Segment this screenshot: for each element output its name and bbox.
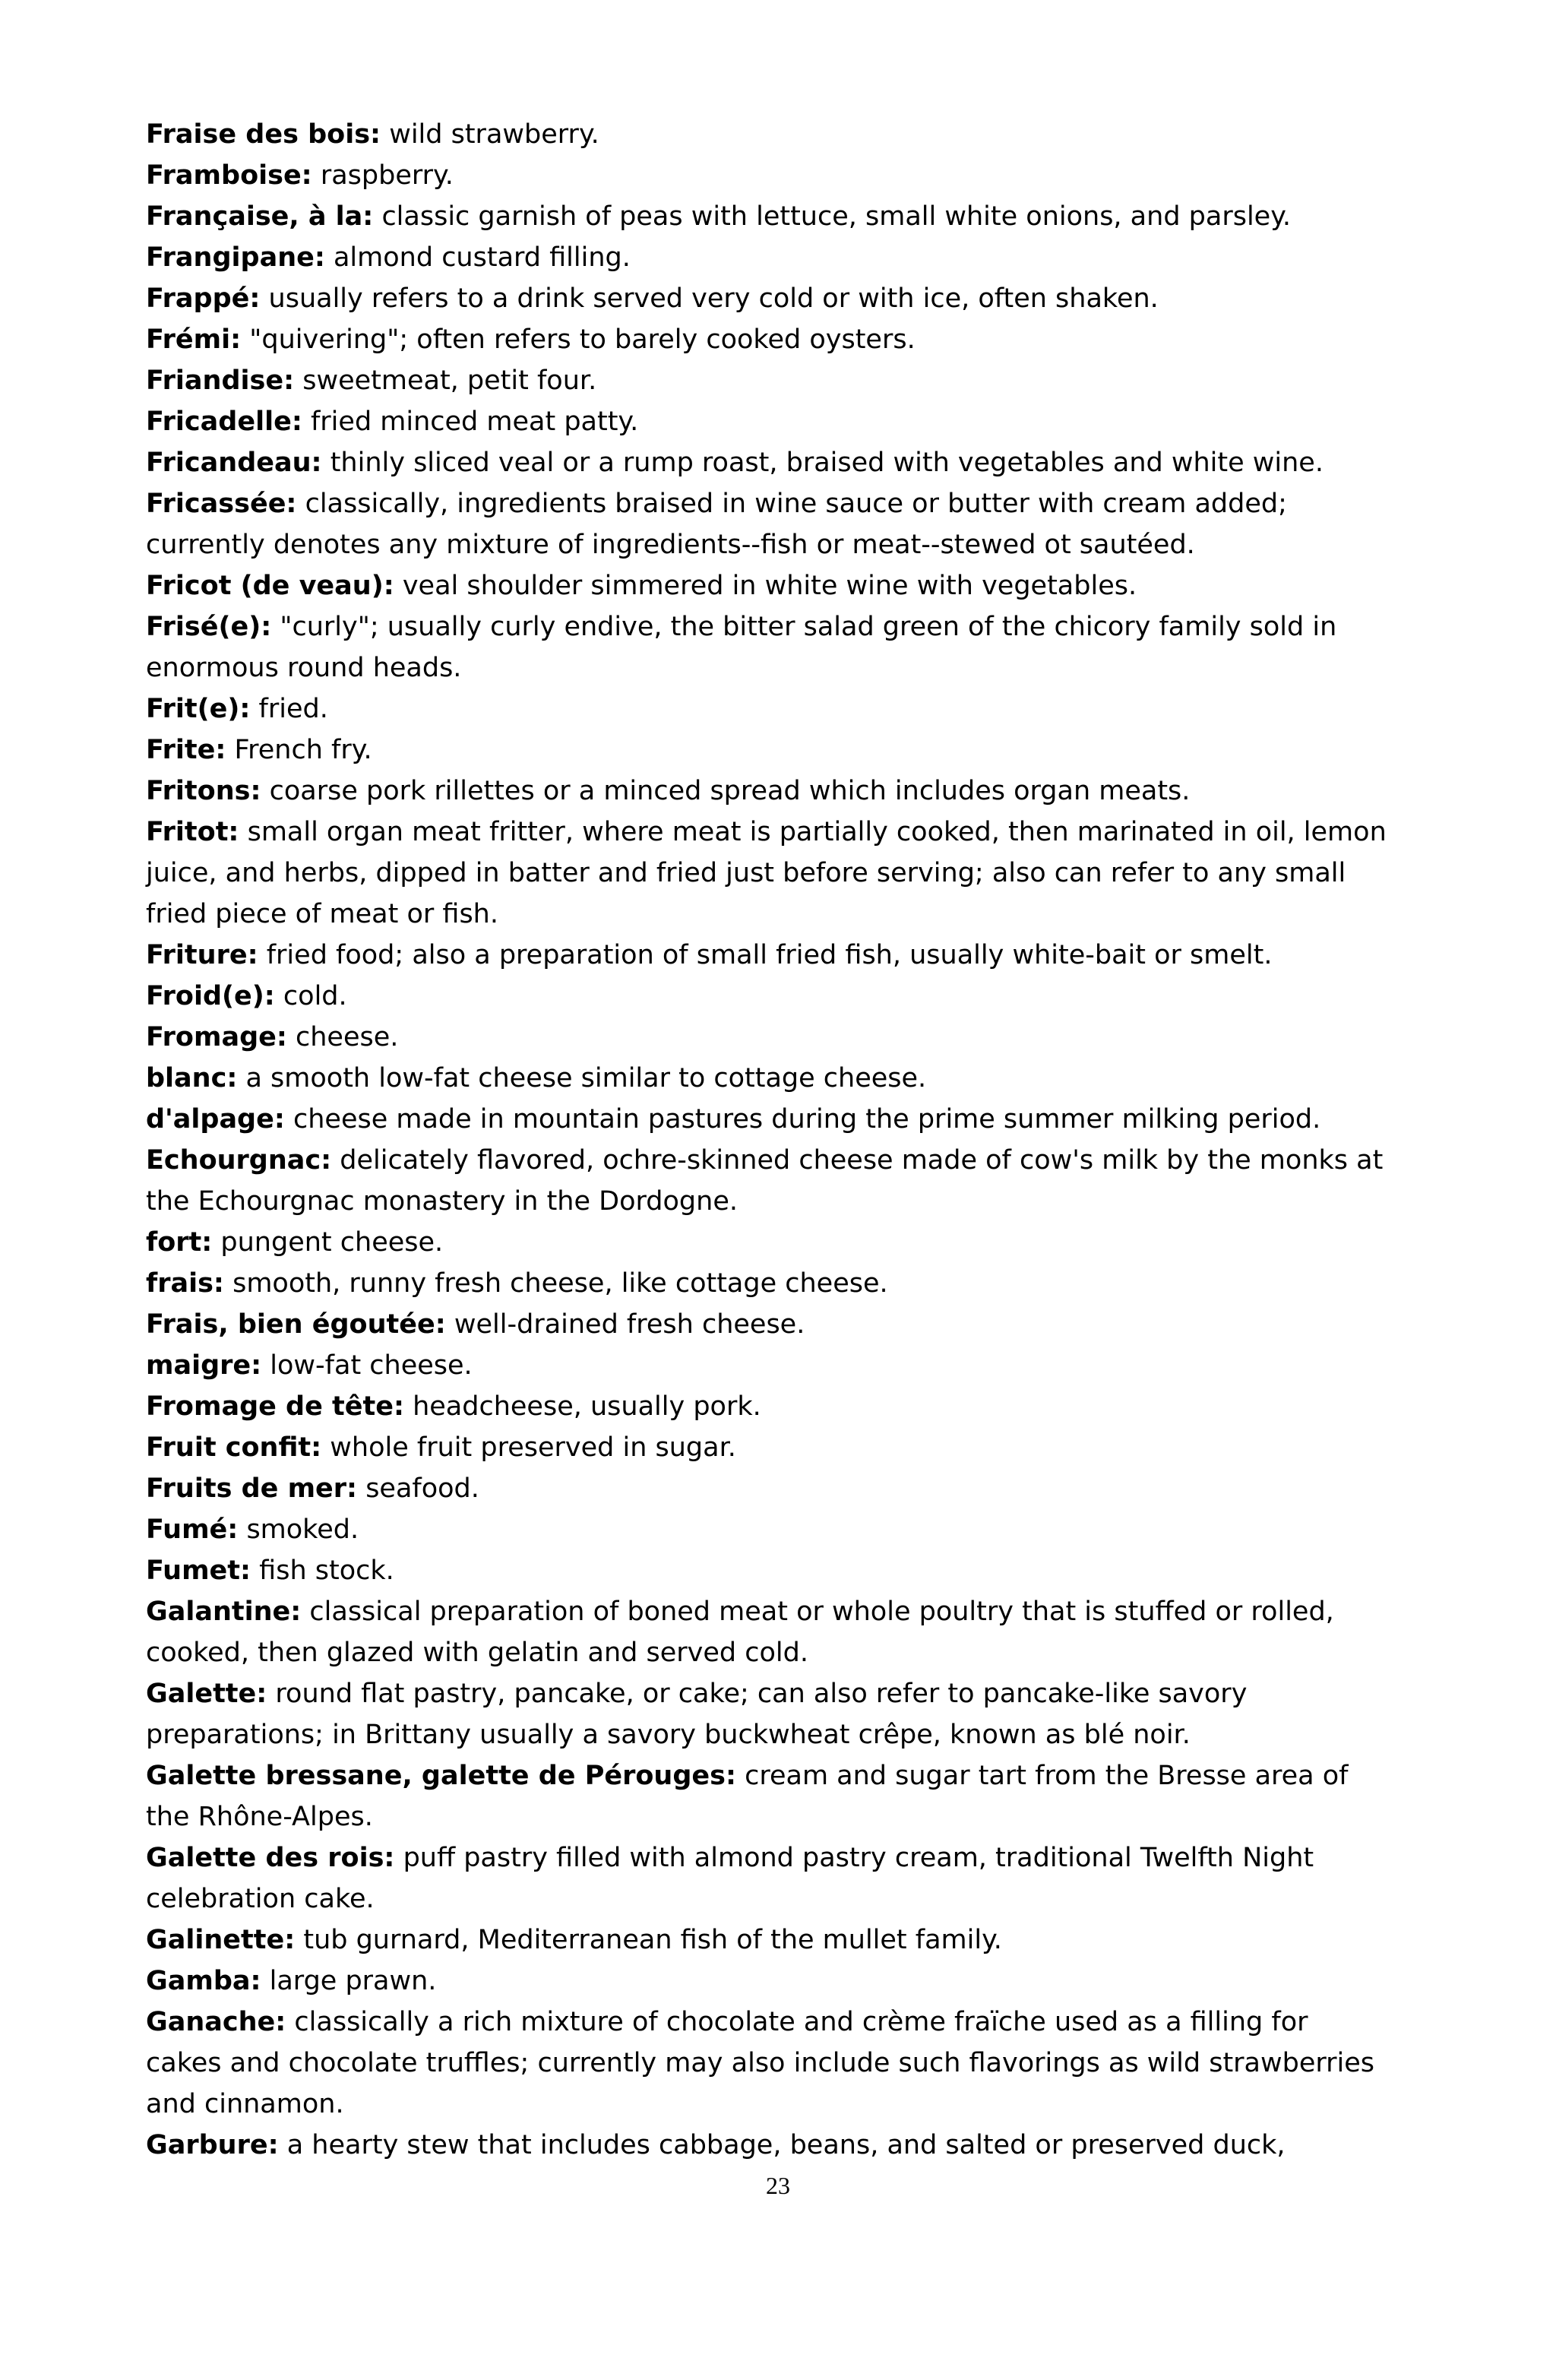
entry-term: frais: [146, 1268, 224, 1299]
glossary-entry [146, 771, 1392, 812]
entry-term: Fumet: [146, 1556, 251, 1586]
glossary-entry [146, 1673, 1392, 1755]
entry-definition: "quivering"; often refers to barely cooked oysters. [249, 324, 916, 355]
glossary-entry [146, 483, 1392, 565]
glossary-entry [146, 1017, 1392, 1058]
entry-definition: classically a rich mixture of chocolate and crème fraïche used as a filling for cakes and chocolate truffles; currently may also include such flavorings as wild strawberries and cinnamon. [146, 2007, 1375, 2119]
glossary-entry [146, 2002, 1392, 2125]
entry-definition: classic garnish of peas with lettuce, small white onions, and parsley. [381, 201, 1292, 232]
glossary-entry [146, 1837, 1392, 1920]
entry-definition: almond custard filling. [333, 242, 631, 273]
entry-definition: headcheese, usually pork. [413, 1391, 761, 1422]
entry-term: d'alpage: [146, 1104, 285, 1135]
entry-term: Fricot (de veau): [146, 571, 394, 601]
page-number: 23 [766, 2172, 790, 2199]
glossary-entry [146, 114, 1392, 155]
entry-definition: "curly"; usually curly endive, the bitter salad green of the chicory family sold in enormous round heads. [146, 612, 1337, 683]
entry-term: maigre: [146, 1350, 262, 1381]
entry-term: Gamba: [146, 1966, 261, 1996]
entry-definition: cold. [283, 981, 347, 1011]
entry-term: Fromage de tête: [146, 1391, 404, 1422]
entry-term: Fraise des bois: [146, 119, 381, 150]
entry-term: Froid(e): [146, 981, 275, 1011]
entry-definition: cheese. [296, 1022, 399, 1052]
glossary-entry [146, 1140, 1392, 1222]
entry-term: Friandise: [146, 366, 295, 396]
entry-term: Fruits de mer: [146, 1473, 358, 1504]
entry-term: Frit(e): [146, 694, 251, 724]
glossary-entry [146, 1345, 1392, 1386]
glossary-entry [146, 1509, 1392, 1550]
glossary-entry [146, 730, 1392, 771]
entry-term: Galette: [146, 1679, 267, 1709]
entry-term: Galantine: [146, 1597, 302, 1627]
entry-definition: puff pastry filled with almond pastry cream, traditional Twelfth Night celebration cake. [146, 1843, 1314, 1914]
entry-term: Galette bressane, galette de Pérouges: [146, 1761, 736, 1791]
entry-definition: thinly sliced veal or a rump roast, braised with vegetables and white wine. [330, 448, 1324, 478]
entry-term: Fricandeau: [146, 448, 322, 478]
entry-definition: raspberry. [320, 160, 454, 191]
glossary-entry [146, 1755, 1392, 1837]
entry-definition: a hearty stew that includes cabbage, beans, and salted or preserved duck, [286, 2130, 1286, 2160]
glossary-entry [146, 1961, 1392, 2002]
entry-definition: seafood. [365, 1473, 479, 1504]
entry-definition: whole fruit preserved in sugar. [330, 1432, 736, 1463]
entry-term: Fromage: [146, 1022, 287, 1052]
entry-definition: small organ meat fritter, where meat is partially cooked, then marinated in oil, lemon juice, and herbs, dipped in batter and fried just before serving; also can refer to any small fried piece of meat or fish. [146, 817, 1387, 929]
entry-term: Ganache: [146, 2007, 286, 2037]
glossary-list [146, 114, 1392, 2166]
entry-term: Frangipane: [146, 242, 325, 273]
entry-term: fort: [146, 1227, 213, 1258]
glossary-entry [146, 606, 1392, 688]
entry-definition: classically, ingredients braised in wine sauce or butter with cream added; currently denotes any mixture of ingredients--fish or meat--stewed ot sautéed. [146, 489, 1287, 560]
entry-term: Echourgnac: [146, 1145, 332, 1176]
glossary-entry [146, 812, 1392, 935]
entry-definition: smoked. [246, 1514, 359, 1545]
entry-definition: classical preparation of boned meat or whole poultry that is stuffed or rolled, cooked, then glazed with gelatin and served cold. [146, 1597, 1334, 1668]
entry-term: Frite: [146, 735, 226, 765]
glossary-entry [146, 688, 1392, 730]
entry-definition: cream and sugar tart from the Bresse area of the Rhône-Alpes. [146, 1761, 1349, 1832]
entry-term: Frais, bien égoutée: [146, 1309, 446, 1340]
glossary-entry [146, 1263, 1392, 1304]
entry-term: Galette des rois: [146, 1843, 395, 1873]
entry-term: Frémi: [146, 324, 242, 355]
entry-definition: French fry. [234, 735, 372, 765]
glossary-entry [146, 1058, 1392, 1099]
glossary-entry [146, 935, 1392, 976]
entry-definition: well-drained fresh cheese. [454, 1309, 805, 1340]
glossary-entry [146, 1099, 1392, 1140]
entry-term: Garbure: [146, 2130, 279, 2160]
entry-definition: cheese made in mountain pastures during the prime summer milking period. [293, 1104, 1321, 1135]
entry-definition: round flat pastry, pancake, or cake; can also refer to pancake-like savory preparations; in Brittany usually a savory buckwheat crêpe, known as blé noir. [146, 1679, 1248, 1750]
entry-term: Fritons: [146, 776, 261, 806]
entry-definition: fried food; also a preparation of small fried fish, usually white-bait or smelt. [266, 940, 1273, 970]
entry-term: Fruit confit: [146, 1432, 322, 1463]
entry-definition: low-fat cheese. [270, 1350, 473, 1381]
glossary-entry [146, 976, 1392, 1017]
entry-term: Galinette: [146, 1925, 296, 1955]
glossary-entry [146, 565, 1392, 606]
entry-definition: pungent cheese. [220, 1227, 444, 1258]
entry-term: blanc: [146, 1063, 238, 1093]
entry-definition: delicately flavored, ochre-skinned cheese made of cow's milk by the monks at the Echourgnac monastery in the Dordogne. [146, 1145, 1384, 1217]
entry-term: Fritot: [146, 817, 239, 847]
entry-definition: tub gurnard, Mediterranean fish of the mullet family. [303, 1925, 1002, 1955]
glossary-entry [146, 155, 1392, 196]
entry-definition: large prawn. [269, 1966, 437, 1996]
entry-term: Friture: [146, 940, 258, 970]
entry-definition: fish stock. [259, 1556, 394, 1586]
entry-definition: smooth, runny fresh cheese, like cottage cheese. [232, 1268, 888, 1299]
glossary-entry [146, 237, 1392, 278]
entry-term: Fricadelle: [146, 407, 302, 437]
glossary-entry [146, 319, 1392, 360]
entry-term: Frisé(e): [146, 612, 272, 642]
entry-term: Fumé: [146, 1514, 239, 1545]
glossary-entry [146, 360, 1392, 401]
glossary-entry [146, 1222, 1392, 1263]
glossary-entry [146, 1468, 1392, 1509]
glossary-entry [146, 2125, 1392, 2166]
glossary-entry [146, 1386, 1392, 1427]
entry-definition: usually refers to a drink served very cold or with ice, often shaken. [268, 283, 1159, 314]
entry-definition: a smooth low-fat cheese similar to cottage cheese. [245, 1063, 927, 1093]
glossary-entry [146, 278, 1392, 319]
glossary-entry [146, 1550, 1392, 1591]
entry-definition: coarse pork rillettes or a minced spread which includes organ meats. [269, 776, 1191, 806]
entry-definition: sweetmeat, petit four. [302, 366, 597, 396]
entry-definition: fried minced meat patty. [310, 407, 639, 437]
glossary-entry [146, 1920, 1392, 1961]
entry-term: Framboise: [146, 160, 312, 191]
glossary-entry [146, 1591, 1392, 1673]
entry-definition: wild strawberry. [389, 119, 599, 150]
glossary-entry [146, 442, 1392, 483]
glossary-entry [146, 196, 1392, 237]
entry-term: Française, à la: [146, 201, 374, 232]
entry-definition: veal shoulder simmered in white wine with vegetables. [402, 571, 1137, 601]
entry-definition: fried. [258, 694, 328, 724]
entry-term: Fricassée: [146, 489, 297, 519]
glossary-entry [146, 401, 1392, 442]
glossary-entry [146, 1304, 1392, 1345]
entry-term: Frappé: [146, 283, 261, 314]
glossary-entry [146, 1427, 1392, 1468]
